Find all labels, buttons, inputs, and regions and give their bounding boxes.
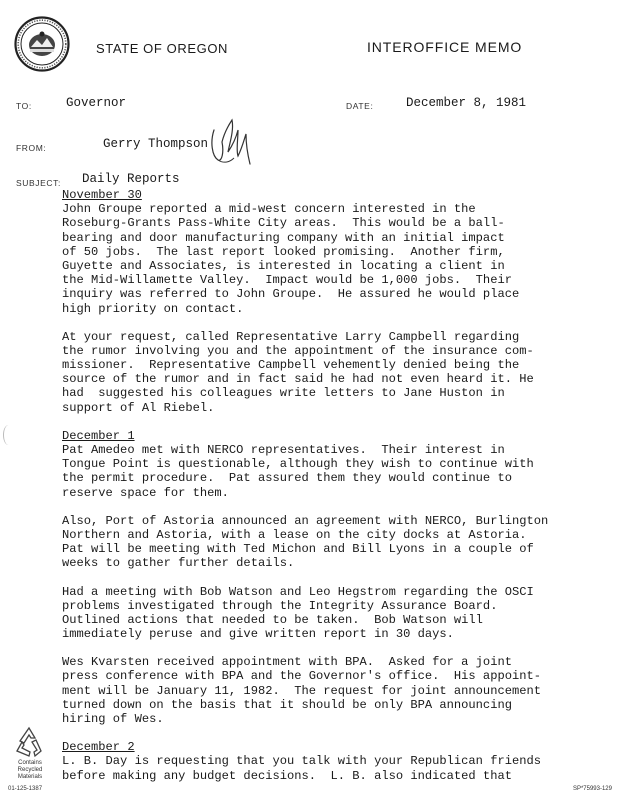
recycle-icon [12, 725, 46, 759]
paragraph-line: support of Al Riebel. [62, 400, 215, 415]
recycled-line-1: Contains [18, 760, 42, 766]
punch-hole-mark [3, 425, 14, 445]
paragraph-line: Wes Kvarsten received appointment with BPA. Asked for a joint [62, 655, 512, 670]
paragraph-line: John Groupe reported a mid-west concern interested in the [62, 202, 476, 217]
date-label: DATE: [346, 101, 374, 111]
memo-paragraph [62, 202, 602, 316]
recycled-materials-note [8, 760, 52, 781]
paragraph-line: Also, Port of Astoria announced an agreement with NERCO, Burlington [62, 513, 549, 528]
subject-label: SUBJECT: [16, 178, 61, 188]
memo-paragraph [62, 443, 602, 500]
paragraph-line: Pat will be meeting with Ted Michon and Bill Lyons in a couple of [62, 542, 534, 557]
paragraph-line: had suggested his colleagues write letters to Jane Huston in [62, 386, 505, 401]
paragraph-line: missioner. Representative Campbell vehemently denied being the [62, 358, 520, 373]
paragraph-line: the rumor involving you and the appointment of the insurance com- [62, 343, 534, 358]
section-date-heading: December 1 [62, 428, 135, 443]
recycled-line-3: Materials [17, 774, 43, 780]
form-number: 01-125-1387 [8, 786, 43, 792]
paragraph-line: Tongue Point is questionable, although they wish to continue with [62, 457, 534, 472]
memo-paragraph [62, 585, 602, 642]
paragraph-line: immediately peruse and give written report in 30 days. [62, 627, 454, 642]
memo-paragraph [62, 330, 602, 415]
paragraph-line: ment will be January 11, 1982. The request for joint announcement [62, 683, 541, 698]
section-date-heading: November 30 [62, 188, 142, 202]
paragraph-line: Roseburg-Grants Pass-White City areas. This would be a ball- [62, 216, 505, 231]
paragraph-line: Guyette and Associates, is interested in locating a client in [62, 258, 505, 273]
paragraph-line: At your request, called Representative Larry Campbell regarding [62, 329, 520, 344]
paragraph-line: reserve space for them. [62, 485, 229, 500]
paragraph-line: before making any budget decisions. L. B. also indicated that [62, 768, 512, 783]
paragraph-line: source of the rumor and in fact said he had not even heard it. He [62, 372, 534, 387]
memo-section [62, 188, 602, 415]
paragraph-line: hiring of Wes. [62, 712, 164, 727]
paragraph-line: inquiry was referred to John Groupe. He assured he would place [62, 287, 520, 302]
memo-paragraph [62, 754, 602, 782]
oregon-state-seal-icon [14, 16, 70, 72]
memo-section [62, 740, 602, 783]
paragraph-line: turned down on the basis that it should be only BPA announcing [62, 697, 512, 712]
memo-paragraph [62, 514, 602, 571]
paragraph-line: the permit procedure. Pat assured them they would continue to [62, 471, 512, 486]
paragraph-line: Had a meeting with Bob Watson and Leo Hegstrom regarding the OSCI [62, 584, 534, 599]
memo-section [62, 429, 602, 726]
paragraph-line: weeks to gather further details. [62, 556, 295, 571]
to-label: TO: [16, 101, 32, 111]
paragraph-line: press conference with BPA and the Governor's office. His appoint- [62, 669, 541, 684]
handwritten-initials-signature [208, 112, 254, 174]
to-value: Governor [66, 96, 127, 110]
paragraph-line: Northern and Astoria, with a lease on the city docks at Astoria. [62, 527, 527, 542]
memo-body [62, 188, 602, 783]
paragraph-line: high priority on contact. [62, 301, 244, 316]
from-label: FROM: [16, 143, 47, 153]
recycled-line-2: Recycled [17, 767, 43, 773]
interoffice-memo-heading: INTEROFFICE MEMO [367, 39, 523, 55]
state-of-oregon-heading: STATE OF OREGON [96, 41, 229, 56]
memo-paragraph [62, 655, 602, 726]
paragraph-line: bearing and door manufacturing company with an initial impact [62, 230, 505, 245]
paragraph-line: problems investigated through the Integrity Assurance Board. [62, 598, 498, 613]
date-value: December 8, 1981 [406, 96, 527, 110]
paragraph-line: Pat Amedeo met with NERCO representatives. Their interest in [62, 443, 505, 458]
paragraph-line: L. B. Day is requesting that you talk with your Republican friends [62, 754, 541, 769]
section-date-heading: December 2 [62, 740, 135, 755]
subject-value: Daily Reports [82, 172, 180, 186]
from-value: Gerry Thompson [103, 137, 209, 151]
sp-number: SP*75993-129 [572, 786, 612, 792]
paragraph-line: of 50 jobs. The last report looked promising. Another firm, [62, 244, 505, 259]
paragraph-line: Outlined actions that needed to be taken. Bob Watson will [62, 612, 483, 627]
paragraph-line: the Mid-Willamette Valley. Impact would be 1,000 jobs. Their [62, 273, 512, 288]
